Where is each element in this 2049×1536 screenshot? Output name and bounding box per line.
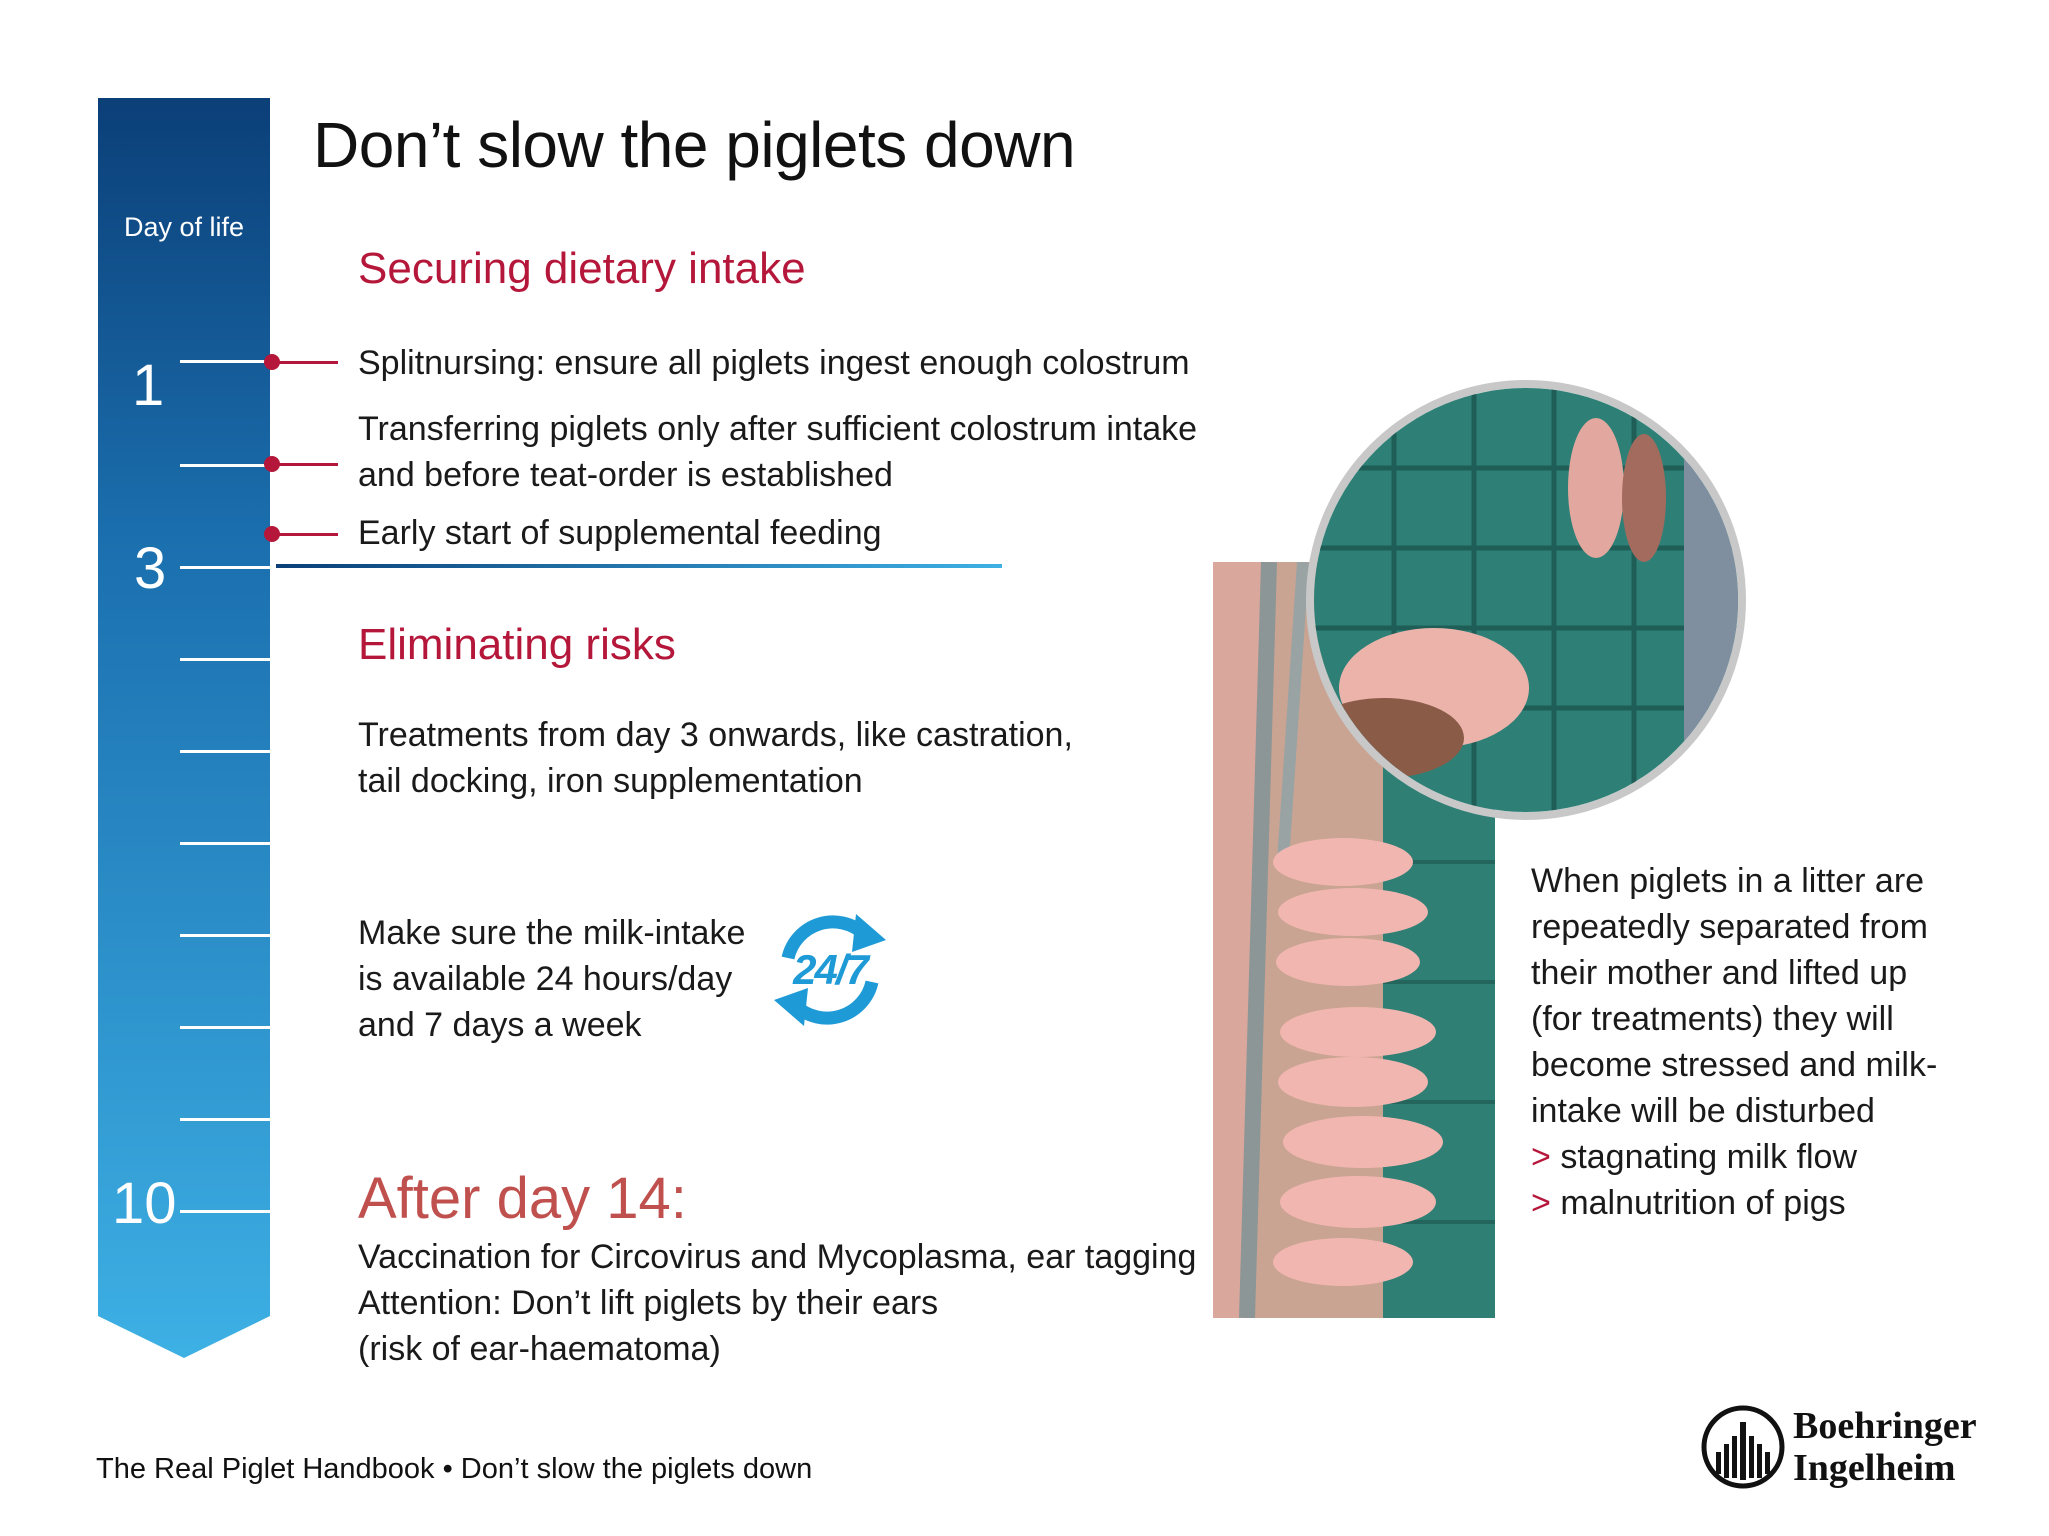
risks-treatments-line2: tail docking, iron supplementation xyxy=(358,762,863,800)
timeline-tick xyxy=(180,658,270,661)
brand-line1: Boehringer xyxy=(1793,1405,1977,1447)
timeline-tick xyxy=(180,750,270,753)
dietary-item-transfer-line1: Transferring piglets only after sufficient colostrum intake xyxy=(358,410,1198,448)
brand-wordmark xyxy=(1793,1405,1977,1489)
page-footer: The Real Piglet Handbook • Don’t slow the piglets down xyxy=(96,1453,813,1485)
milk-line2: is available 24 hours/day xyxy=(358,960,733,998)
photo-caption xyxy=(1531,858,1937,1226)
day-10-label: 10 xyxy=(112,1171,177,1236)
bullet-marker: > xyxy=(1531,1138,1551,1176)
timeline-tick xyxy=(180,1118,270,1121)
day-3-label: 3 xyxy=(134,536,167,601)
caption-bullet xyxy=(1531,1180,1937,1226)
timeline-label: Day of life xyxy=(123,212,245,242)
bullet-text: stagnating milk flow xyxy=(1560,1138,1857,1176)
marker-line xyxy=(272,533,338,536)
caption-line: intake will be disturbed xyxy=(1531,1092,1875,1130)
risks-treatments-line1: Treatments from day 3 onwards, like castration, xyxy=(358,716,1073,754)
caption-line: repeatedly separated from xyxy=(1531,908,1928,946)
after-day-heading: After day 14: xyxy=(358,1166,687,1231)
day-of-life-timeline xyxy=(98,98,270,1358)
caption-line: (for treatments) they will xyxy=(1531,1000,1894,1038)
dietary-item-supplemental: Early start of supplemental feeding xyxy=(358,514,882,552)
page-title: Don’t slow the piglets down xyxy=(313,109,1076,181)
timeline-tick xyxy=(180,566,270,569)
dietary-item-splitnursing: Splitnursing: ensure all piglets ingest enough colostrum xyxy=(358,344,1190,382)
dietary-item-transfer-line2: and before teat-order is established xyxy=(358,456,893,494)
section-heading-risks: Eliminating risks xyxy=(358,620,676,669)
day-3-divider xyxy=(276,564,1002,568)
bullet-marker: > xyxy=(1531,1184,1551,1222)
bullet-text: malnutrition of pigs xyxy=(1560,1184,1846,1222)
milk-line3: and 7 days a week xyxy=(358,1006,642,1044)
brand-line2: Ingelheim xyxy=(1793,1447,1956,1489)
caption-line: When piglets in a litter are xyxy=(1531,862,1925,900)
after-line1: Vaccination for Circovirus and Mycoplasma, ear tagging xyxy=(358,1238,1197,1276)
after-line3: (risk of ear-haematoma) xyxy=(358,1330,721,1368)
boehringer-logo-icon xyxy=(1700,1404,1786,1490)
marker-line xyxy=(272,463,338,466)
cycle-arrows-icon xyxy=(760,900,900,1040)
timeline-tick xyxy=(180,842,270,845)
day-1-label: 1 xyxy=(132,353,165,418)
after-line2: Attention: Don’t lift piglets by their ears xyxy=(358,1284,939,1322)
section-heading-dietary: Securing dietary intake xyxy=(358,244,806,293)
caption-bullet xyxy=(1531,1134,1937,1180)
marker-line xyxy=(272,361,338,364)
timeline-tick xyxy=(180,1026,270,1029)
timeline-tick xyxy=(180,360,270,363)
milk-line1: Make sure the milk-intake xyxy=(358,914,746,952)
caption-line: their mother and lifted up xyxy=(1531,954,1908,992)
piglet-lifted-inset-photo xyxy=(1306,380,1746,820)
badge-text: 24/7 xyxy=(793,946,867,993)
caption-line: become stressed and milk- xyxy=(1531,1046,1938,1084)
timeline-tick xyxy=(180,1210,270,1213)
timeline-tick xyxy=(180,464,270,467)
timeline-tick xyxy=(180,934,270,937)
